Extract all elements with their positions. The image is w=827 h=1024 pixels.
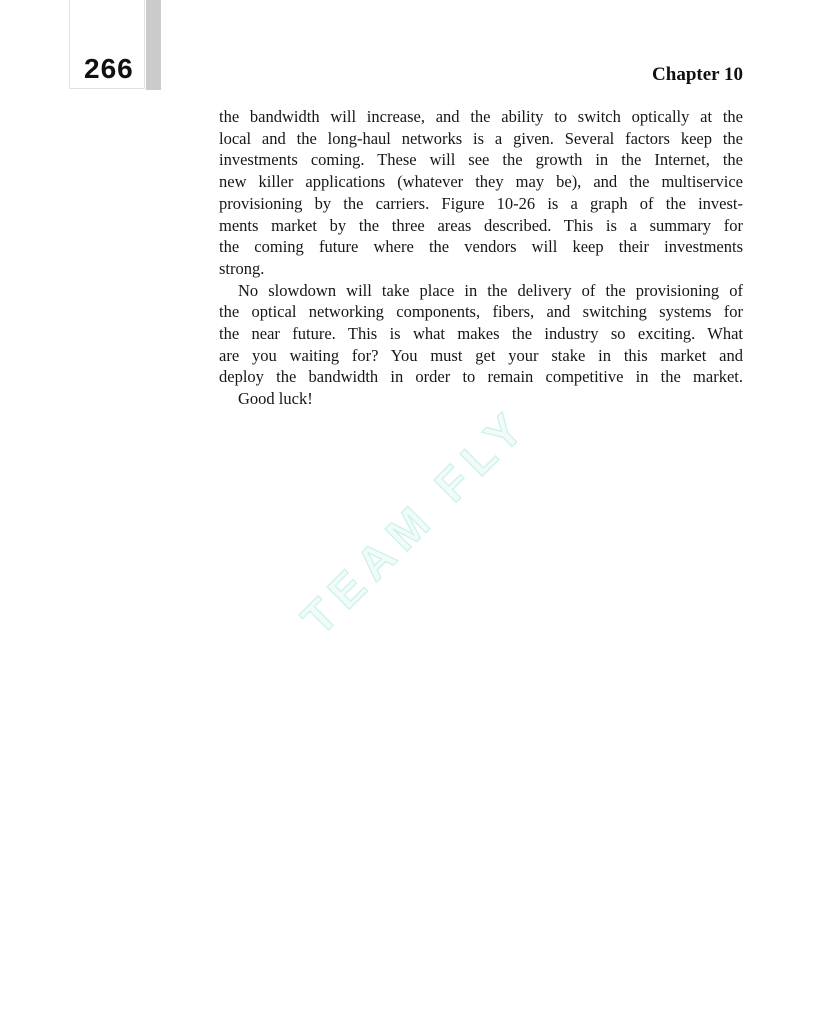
text-line: are you waiting for? You must get your stake in this market and: [219, 345, 743, 365]
text-line: the near future. This is what makes the industry so exciting. What: [219, 324, 743, 344]
page-number-tab-bar: [146, 0, 161, 90]
text-line: ments market by the three areas described. This is a summary for: [219, 215, 743, 235]
page-number: 266: [84, 53, 134, 84]
text-line: new killer applications (whatever they may be), and the multiservice: [219, 172, 743, 192]
page-number-box: [69, 0, 145, 89]
text-line: deploy the bandwidth in order to remain competitive in the market.: [219, 367, 743, 387]
text-line: the coming future where the vendors will keep their investments: [219, 237, 743, 257]
text-line: investments coming. These will see the growth in the Internet, the: [219, 150, 743, 170]
text-line: provisioning by the carriers. Figure 10-26 is a graph of the invest-: [219, 193, 743, 213]
text-line: No slowdown will take place in the delivery of the provisioning of: [238, 280, 743, 300]
team-fly-watermark: TEAM FLY: [291, 397, 539, 645]
chapter-header: Chapter 10: [652, 64, 743, 85]
text-line: strong.: [219, 258, 265, 278]
text-line: local and the long-haul networks is a given. Several factors keep the: [219, 128, 743, 148]
text-line: Good luck!: [238, 389, 313, 409]
body-text: [219, 106, 743, 410]
text-line: the optical networking components, fibers, and switching systems for: [219, 302, 743, 322]
text-line: the bandwidth will increase, and the ability to switch optically at the: [219, 107, 743, 126]
